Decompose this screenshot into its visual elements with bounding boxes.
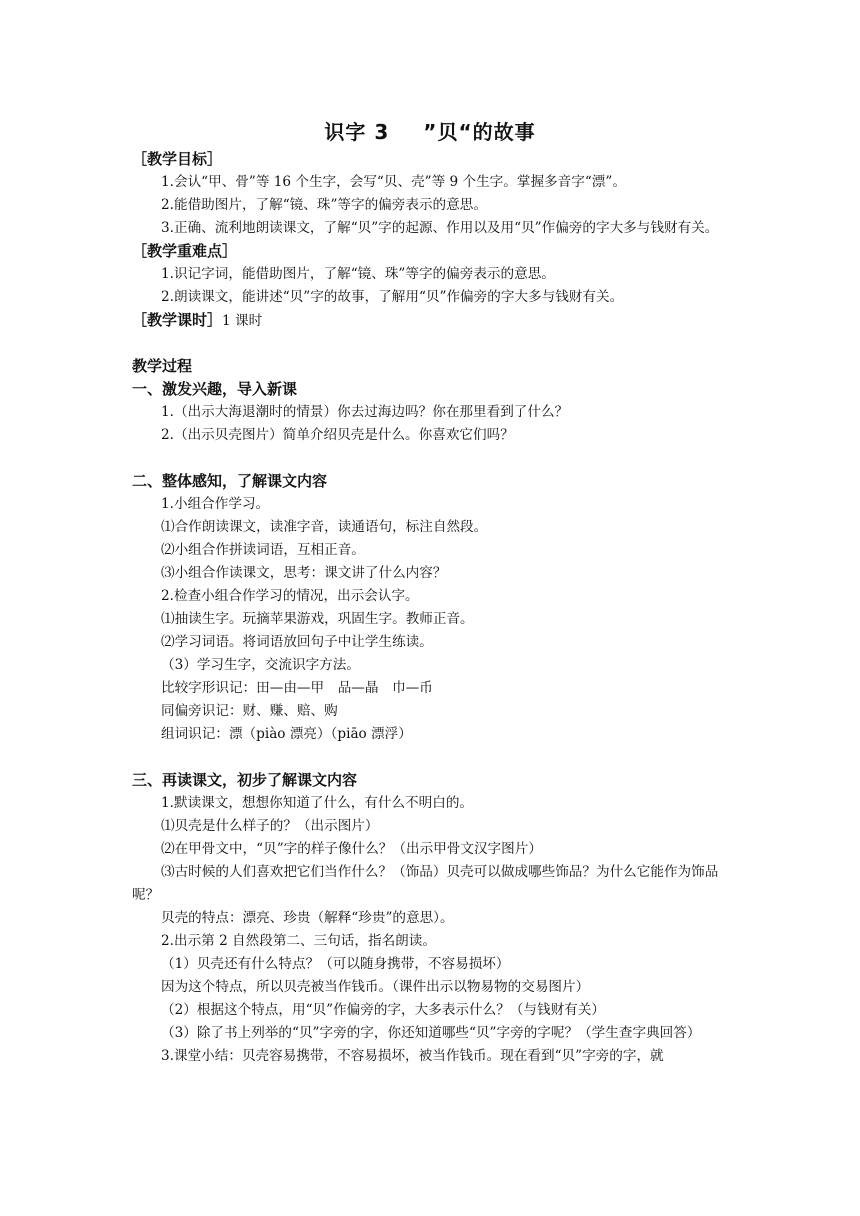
- section1-item: 1.（出示大海退潮时的情景）你去过海边吗？你在那里看到了什么？: [161, 404, 569, 420]
- section2-item: 组词识记：漂（piào 漂亮）（piāo 漂浮）: [161, 726, 412, 742]
- hours-value: 1 课时: [222, 313, 263, 329]
- goal-item: 3.正确、流利地朗读课文，了解“贝”字的起源、作用以及用“贝”作偏旁的字大多与钱财有关。: [161, 220, 719, 236]
- goals-heading: ［教学目标］: [132, 150, 223, 168]
- section3-item: 因为这个特点，所以贝壳被当作钱币。（课件出示以物易物的交易图片）: [161, 979, 590, 995]
- hours-row: [132, 309, 732, 332]
- section2-item: ⑴抽读生字。玩摘苹果游戏，巩固生字。教师正音。: [161, 611, 474, 627]
- section3-heading: 三、再读课文，初步了解课文内容: [132, 771, 358, 789]
- difficulties-heading: ［教学重难点］: [132, 242, 238, 260]
- section3-item: （1）贝壳还有什么特点？（可以随身携带，不容易损坏）: [161, 956, 510, 972]
- section3-item: ⑵在甲骨文中，“贝”字的样子像什么？（出示甲骨文汉字图片）: [161, 841, 542, 857]
- section2-item: ⑴合作朗读课文，读准字音，读通语句，标注自然段。: [161, 519, 488, 535]
- section3-item: 3.课堂小结：贝壳容易携带，不容易损坏，被当作钱币。现在看到“贝”字旁的字，就: [161, 1048, 664, 1064]
- difficulty-item: 2.朗读课文，能讲述“贝”字的故事，了解用“贝”作偏旁的字大多与钱财有关。: [161, 289, 624, 305]
- section3-item: ⑶古时候的人们喜欢把它们当作什么？（饰品）贝壳可以做成哪些饰品？为什么它能作为饰品呢？: [132, 864, 719, 903]
- section1-heading: 一、激发兴趣，导入新课: [132, 380, 298, 398]
- section3-item: 2.出示第 2 自然段第二、三句话，指名朗读。: [161, 933, 436, 949]
- process-heading: 教学过程: [132, 357, 193, 375]
- section3-item: 1.默读课文，想想你知道了什么，有什么不明白的。: [161, 795, 474, 811]
- page-title: [0, 116, 860, 145]
- section2-item: （3）学习生字，交流识字方法。: [161, 657, 360, 673]
- section2-item: 1.小组合作学习。: [161, 496, 270, 512]
- section3-item: （3）除了书上列举的“贝”字旁的字，你还知道哪些“贝”字旁的字呢？（学生查字典回答）: [161, 1025, 701, 1041]
- goal-item: 1.会认“甲、骨”等 16 个生字，会写“贝、壳”等 9 个生字。掌握多音字“漂”。: [161, 174, 626, 190]
- section2-item: 比较字形识记：田—由—甲 品—晶 巾—币: [161, 680, 433, 696]
- goal-item: 2.能借助图片，了解“镜、珠”等字的偏旁表示的意思。: [161, 197, 487, 213]
- section1-item: 2.（出示贝壳图片）简单介绍贝壳是什么。你喜欢它们吗？: [161, 427, 514, 443]
- section2-item: 2.检查小组合作学习的情况，出示会认字。: [161, 588, 419, 604]
- document-body: [132, 148, 732, 1068]
- section2-item: ⑵学习词语。将词语放回句子中让学生练读。: [161, 634, 433, 650]
- section3-item: 贝壳的特点：漂亮、珍贵（解释“珍贵”的意思）。: [161, 910, 454, 926]
- section3-item: （2）根据这个特点，用“贝”作偏旁的字，大多表示什么？（与钱财有关）: [161, 1002, 605, 1018]
- hours-heading: ［教学课时］: [132, 311, 223, 329]
- section2-item: ⑵小组合作拼读词语，互相正音。: [161, 542, 365, 558]
- section2-heading: 二、整体感知，了解课文内容: [132, 472, 328, 490]
- section3-item: ⑴贝壳是什么样子的？（出示图片）: [161, 818, 379, 834]
- section2-item: ⑶小组合作读课文，思考：课文讲了什么内容？: [161, 565, 447, 581]
- title-left: 识字 3: [324, 120, 390, 144]
- section2-item: 同偏旁识记：财、赚、赔、购: [161, 703, 338, 719]
- difficulty-item: 1.识记字词，能借助图片，了解“镜、珠”等字的偏旁表示的意思。: [161, 266, 555, 282]
- title-right: ”贝“的故事: [423, 120, 536, 144]
